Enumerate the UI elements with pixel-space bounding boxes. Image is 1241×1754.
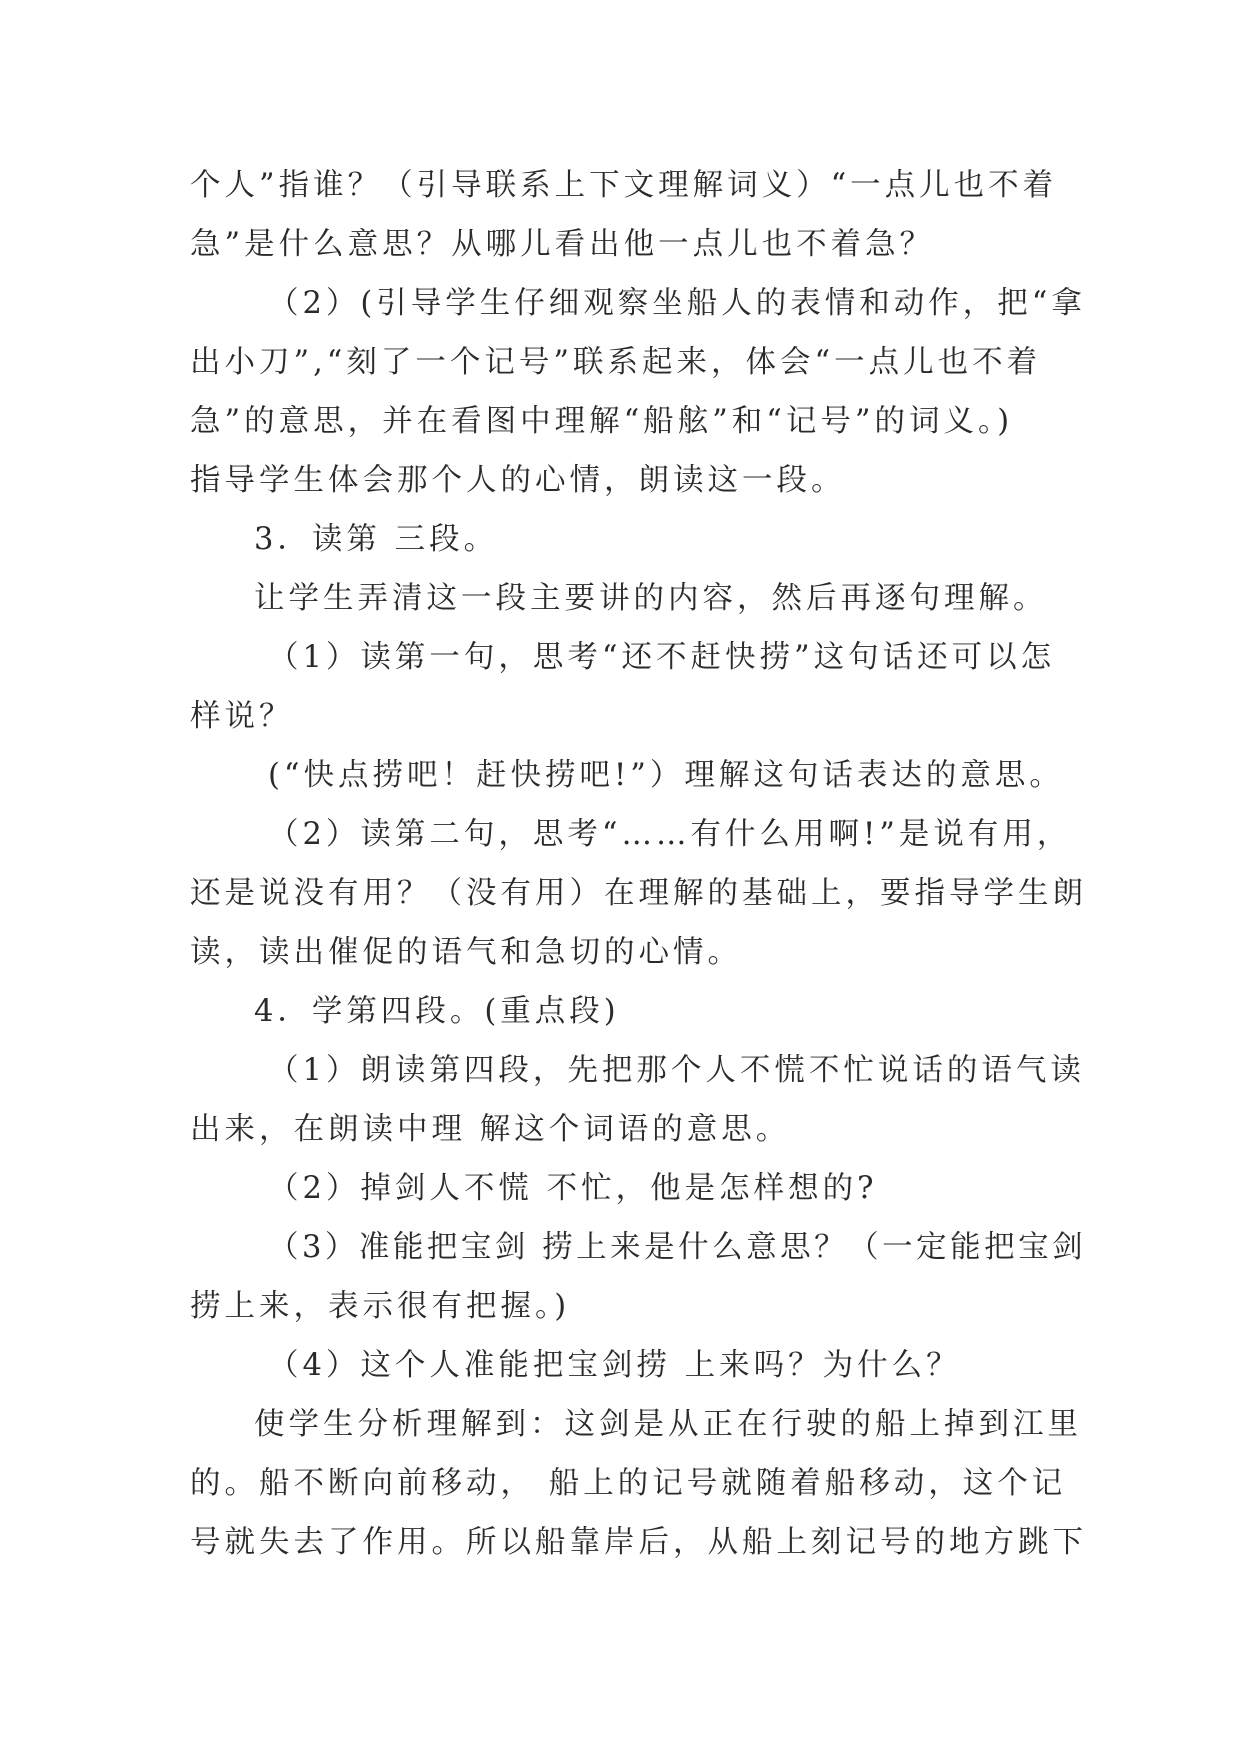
text-line: (“快点捞吧！赶快捞吧!”）理解这句话表达的意思。 bbox=[268, 758, 1064, 793]
text-line: （4）这个人准能把宝剑捞 上来吗？为什么？ bbox=[268, 1348, 961, 1383]
section-heading: 4．学第四段。(重点段) bbox=[254, 994, 620, 1029]
text-line: （2）(引导学生仔细观察坐船人的表情和动作，把“拿 bbox=[268, 286, 1086, 321]
text-line: 出小刀”,“刻了一个记号”联系起来，体会“一点儿也不着 bbox=[190, 345, 1042, 380]
text-line: 样说？ bbox=[190, 699, 294, 734]
text-line: 个人”指谁？（引导联系上下文理解词义）“一点儿也不着 bbox=[190, 168, 1058, 203]
text-line: （2）掉剑人不慌 不忙，他是怎样想的? bbox=[268, 1171, 878, 1206]
text-line: 读，读出催促的语气和急切的心情。 bbox=[190, 935, 742, 970]
text-line: 的。船不断向前移动， 船上的记号就随着船移动，这个记 bbox=[190, 1466, 1067, 1501]
text-line: （1）朗读第四段，先把那个人不慌不忙说话的语气读 bbox=[268, 1053, 1085, 1088]
text-line: 急”是什么意思？从哪儿看出他一点儿也不着急？ bbox=[190, 227, 935, 262]
text-line: 使学生分析理解到：这剑是从正在行驶的船上掉到江里 bbox=[254, 1407, 1082, 1442]
text-line: （1）读第一句，思考“还不赶快捞”这句话还可以怎 bbox=[268, 640, 1056, 675]
text-line: 还是说没有用？（没有用）在理解的基础上，要指导学生朗 bbox=[190, 876, 1087, 911]
text-line: 指导学生体会那个人的心情，朗读这一段。 bbox=[190, 463, 846, 498]
text-line: 出来，在朗读中理 解这个词语的意思。 bbox=[190, 1112, 791, 1147]
text-line: （3）准能把宝剑 捞上来是什么意思？（一定能把宝剑 bbox=[268, 1230, 1087, 1265]
section-heading: 3．读第 三段。 bbox=[254, 522, 499, 557]
text-line: 号就失去了作用。所以船靠岸后，从船上刻记号的地方跳下 bbox=[190, 1525, 1087, 1560]
text-line: 捞上来，表示很有把握。) bbox=[190, 1289, 571, 1324]
text-line: 急”的意思，并在看图中理解“船舷”和“记号”的词义。) bbox=[190, 404, 1014, 439]
text-line: 让学生弄清这一段主要讲的内容，然后再逐句理解。 bbox=[254, 581, 1048, 616]
text-line: （2）读第二句，思考“……有什么用啊!”是说有用， bbox=[268, 817, 1072, 852]
